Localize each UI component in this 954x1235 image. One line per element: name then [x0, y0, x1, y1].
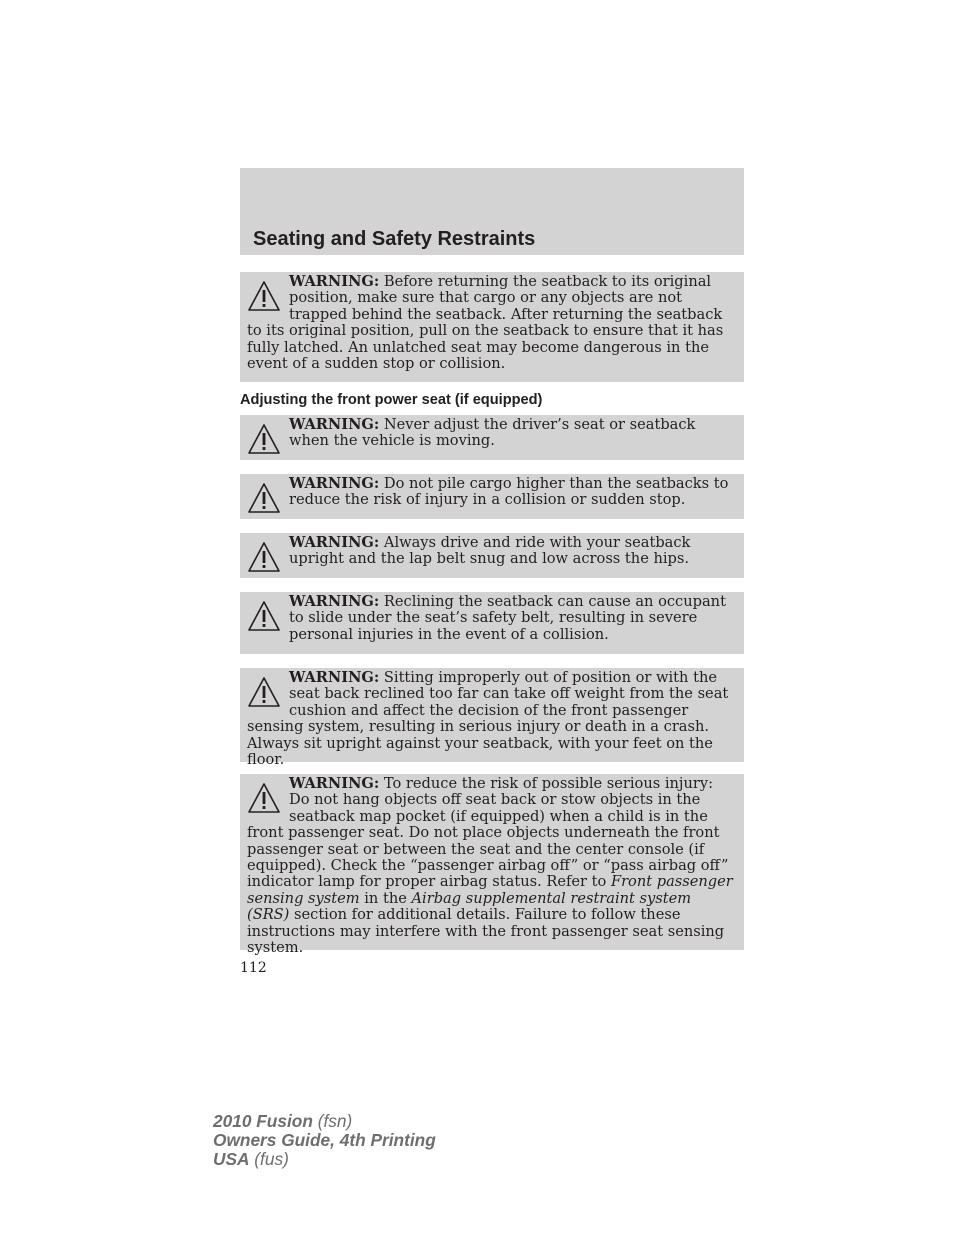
- warning-text: in the: [359, 889, 412, 907]
- warning-box: [240, 272, 744, 382]
- warning-label: WARNING:: [289, 669, 380, 686]
- footer-model-code: (fsn): [312, 1111, 353, 1131]
- footer-market: USA: [213, 1149, 250, 1169]
- warning-triangle-icon: [247, 541, 281, 573]
- warning-triangle-icon: [247, 782, 281, 814]
- footer-market-code: (fus): [249, 1149, 289, 1169]
- footer-edition: Owners Guide, 4th Printing: [213, 1130, 436, 1150]
- warning-label: WARNING:: [289, 775, 380, 792]
- warning-triangle-icon: [247, 423, 281, 455]
- warning-box: [240, 533, 744, 578]
- footer-line: [213, 1150, 436, 1169]
- warning-triangle-icon: [247, 676, 281, 708]
- warning-text: section for additional details. Failure to follow these instructions may interfere with the front passenger seat sensing system.: [247, 906, 725, 957]
- warning-text: Before returning the seatback to its original position, make sure that cargo or any objects are not trapped behind the seatback. After returning the seatback to its original position, pull on the seatback to ensure that it has fully latched. An unlatched seat may become dangerous in the event of a sudden stop or collision.: [247, 273, 724, 373]
- warning-box: [240, 774, 744, 957]
- warning-box: [240, 668, 744, 769]
- warning-box: [240, 592, 744, 654]
- section-header: [240, 168, 744, 255]
- warning-text: Always drive and ride with your seatback upright and the lap belt snug and low across the hips.: [289, 534, 691, 568]
- cross-reference: Front passenger sensing system: [247, 873, 733, 907]
- page-number: 112: [240, 960, 267, 976]
- section-title: Seating and Safety Restraints: [253, 228, 536, 250]
- warning-label: WARNING:: [289, 416, 380, 433]
- warning-triangle-icon: [247, 600, 281, 632]
- warning-label: WARNING:: [289, 475, 380, 492]
- warning-box: [240, 474, 744, 519]
- footer-line: [213, 1112, 436, 1131]
- warning-text: To reduce the risk of possible serious injury: Do not hang objects off seat back or stow objects in the seatback map pocket (if equipped) when a child is in the front passenger seat. Do not place objects underneath the front passenger seat or between the seat and the center console (if equipped). Check the “passenger airbag off” or “pass airbag off” indicator lamp for proper airbag status. Refer to: [247, 775, 729, 891]
- cross-reference: Airbag supplemental restraint system (SRS): [247, 889, 692, 924]
- warning-text: Reclining the seatback can cause an occupant to slide under the seat’s safety belt, resulting in severe personal injuries in the event of a collision.: [289, 593, 726, 643]
- warning-text: Never adjust the driver’s seat or seatback when the vehicle is moving.: [289, 416, 696, 450]
- warning-label: WARNING:: [289, 593, 380, 610]
- warning-box: [240, 415, 744, 460]
- subheading: Adjusting the front power seat (if equipped): [240, 392, 543, 408]
- warning-label: WARNING:: [289, 273, 380, 290]
- warning-triangle-icon: [247, 482, 281, 514]
- warning-label: WARNING:: [289, 534, 380, 551]
- footer-model: 2010 Fusion: [213, 1111, 313, 1131]
- warning-text: Do not pile cargo higher than the seatbacks to reduce the risk of injury in a collision or sudden stop.: [289, 475, 729, 509]
- footer: [213, 1112, 436, 1169]
- warning-triangle-icon: [247, 280, 281, 312]
- warning-text: Sitting improperly out of position or with the seat back reclined too far can take off weight from the seat cushion and affect the decision of the front passenger sensing system, resulting in serious injury or death in a crash. Always sit upright against your seatback, with your feet on the floor.: [247, 669, 729, 769]
